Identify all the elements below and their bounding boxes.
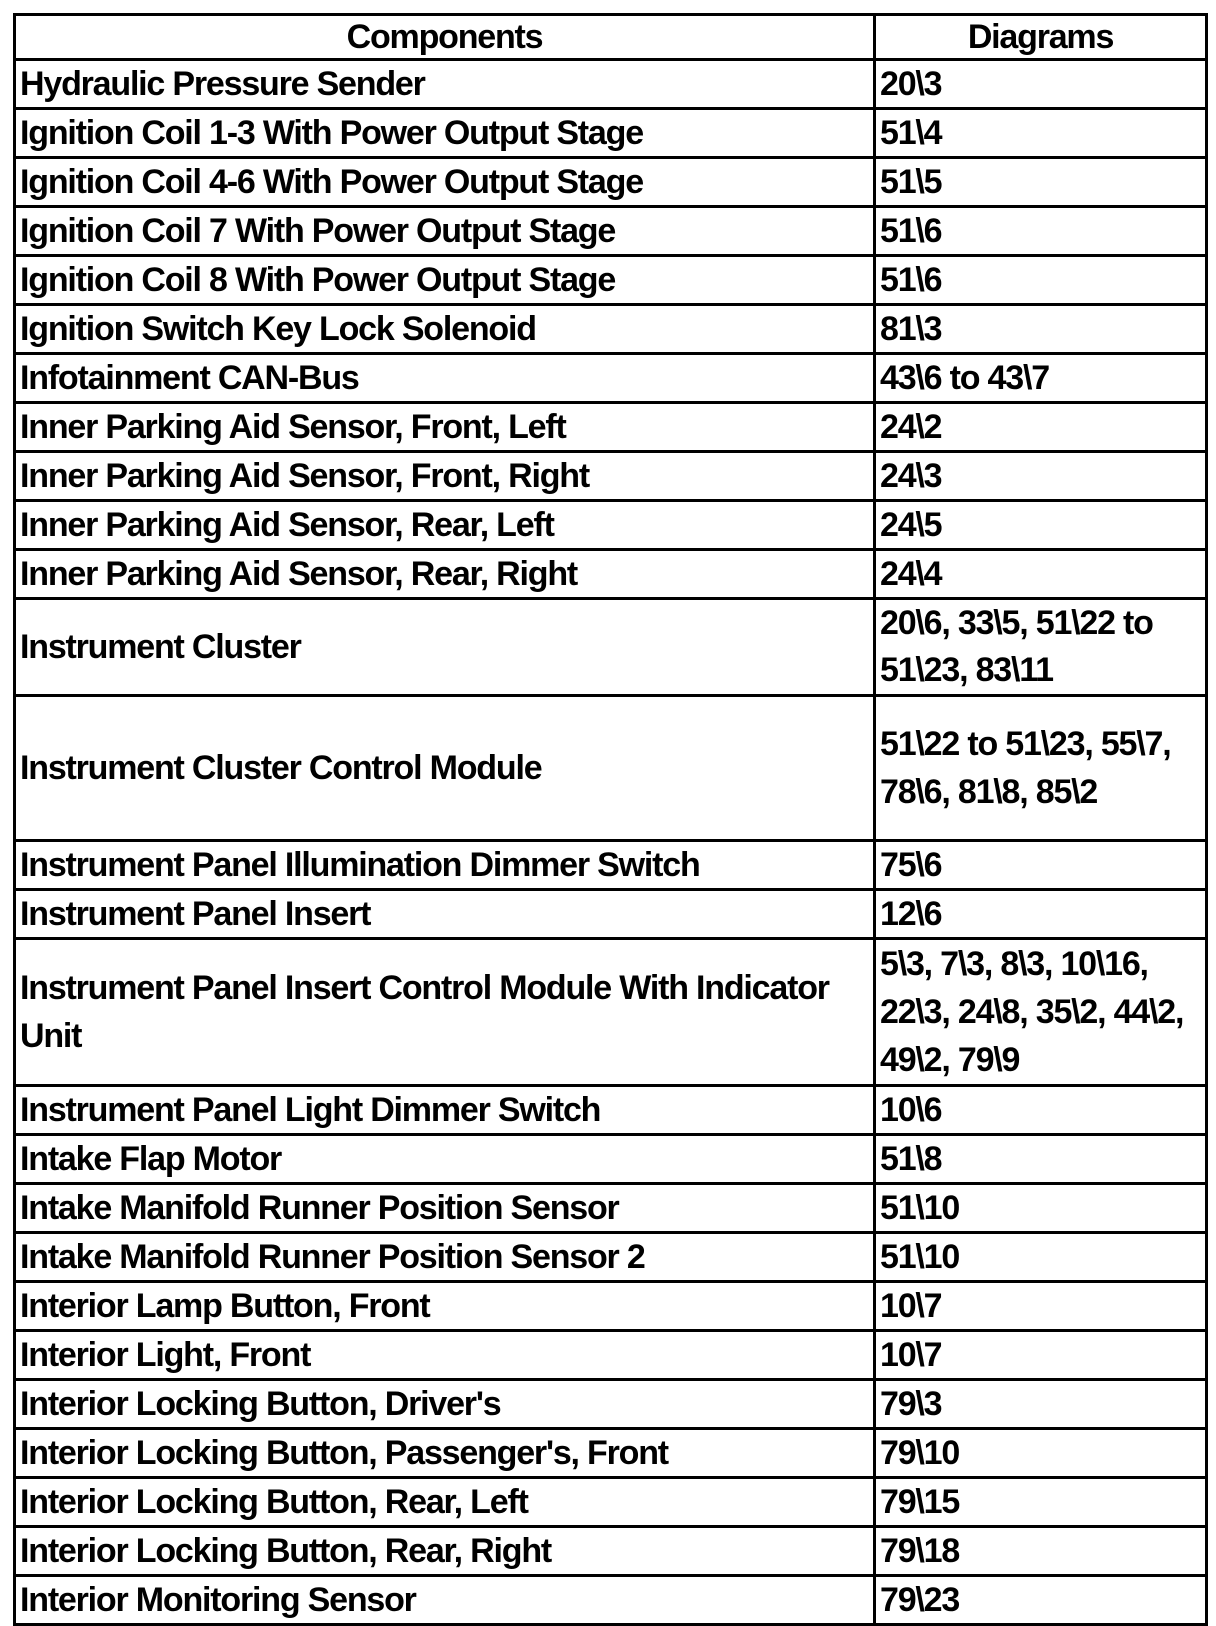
diagrams-cell: 79\18 (875, 1527, 1207, 1576)
table-row (15, 1429, 1207, 1478)
table-row (15, 599, 1207, 696)
table-row (15, 1527, 1207, 1576)
table-row (15, 403, 1207, 452)
table-row (15, 696, 1207, 841)
component-cell: Instrument Cluster (15, 599, 875, 696)
component-cell: Inner Parking Aid Sensor, Front, Right (15, 452, 875, 501)
header-row (15, 15, 1207, 60)
component-cell: Ignition Coil 7 With Power Output Stage (15, 207, 875, 256)
diagrams-cell: 51\8 (875, 1135, 1207, 1184)
table-row (15, 1331, 1207, 1380)
table-row (15, 158, 1207, 207)
table-row (15, 939, 1207, 1086)
diagrams-cell: 51\10 (875, 1233, 1207, 1282)
table-row (15, 207, 1207, 256)
component-cell: Interior Locking Button, Rear, Right (15, 1527, 875, 1576)
component-cell: Interior Locking Button, Rear, Left (15, 1478, 875, 1527)
component-cell: Instrument Panel Light Dimmer Switch (15, 1086, 875, 1135)
table-row (15, 550, 1207, 599)
component-cell: Intake Flap Motor (15, 1135, 875, 1184)
table-row (15, 1282, 1207, 1331)
header-diagrams: Diagrams (875, 15, 1207, 60)
diagrams-cell: 51\22 to 51\23, 55\7, 78\6, 81\8, 85\2 (875, 696, 1207, 841)
diagrams-cell: 79\10 (875, 1429, 1207, 1478)
diagrams-cell: 51\6 (875, 207, 1207, 256)
component-cell: Ignition Coil 8 With Power Output Stage (15, 256, 875, 305)
diagrams-cell: 24\4 (875, 550, 1207, 599)
diagrams-cell: 24\3 (875, 452, 1207, 501)
table-row (15, 354, 1207, 403)
diagrams-cell: 79\23 (875, 1576, 1207, 1625)
diagrams-cell: 5\3, 7\3, 8\3, 10\16, 22\3, 24\8, 35\2, 44\2, 49\2, 79\9 (875, 939, 1207, 1086)
diagrams-cell: 51\5 (875, 158, 1207, 207)
component-cell: Interior Locking Button, Passenger's, Front (15, 1429, 875, 1478)
table-row (15, 60, 1207, 109)
table-row (15, 501, 1207, 550)
table-row (15, 1478, 1207, 1527)
component-cell: Interior Monitoring Sensor (15, 1576, 875, 1625)
table-row (15, 1184, 1207, 1233)
component-cell: Interior Locking Button, Driver's (15, 1380, 875, 1429)
component-cell: Instrument Panel Insert Control Module With Indicator Unit (15, 939, 875, 1086)
component-cell: Ignition Coil 1-3 With Power Output Stage (15, 109, 875, 158)
diagrams-cell: 12\6 (875, 890, 1207, 939)
component-cell: Inner Parking Aid Sensor, Rear, Right (15, 550, 875, 599)
component-cell: Hydraulic Pressure Sender (15, 60, 875, 109)
diagrams-cell: 24\5 (875, 501, 1207, 550)
component-cell: Intake Manifold Runner Position Sensor 2 (15, 1233, 875, 1282)
component-cell: Intake Manifold Runner Position Sensor (15, 1184, 875, 1233)
diagrams-cell: 79\3 (875, 1380, 1207, 1429)
diagrams-cell: 51\6 (875, 256, 1207, 305)
diagrams-cell: 10\7 (875, 1282, 1207, 1331)
components-diagrams-table (13, 13, 1208, 1626)
table-row (15, 1380, 1207, 1429)
table-row (15, 1086, 1207, 1135)
component-cell: Inner Parking Aid Sensor, Front, Left (15, 403, 875, 452)
diagrams-cell: 51\4 (875, 109, 1207, 158)
component-cell: Ignition Coil 4-6 With Power Output Stage (15, 158, 875, 207)
component-cell: Interior Lamp Button, Front (15, 1282, 875, 1331)
diagrams-cell: 75\6 (875, 841, 1207, 890)
component-cell: Inner Parking Aid Sensor, Rear, Left (15, 501, 875, 550)
header-components: Components (15, 15, 875, 60)
component-cell: Instrument Cluster Control Module (15, 696, 875, 841)
diagrams-cell: 79\15 (875, 1478, 1207, 1527)
components-table-container (13, 13, 1205, 1626)
diagrams-cell: 20\3 (875, 60, 1207, 109)
diagrams-cell: 81\3 (875, 305, 1207, 354)
diagrams-cell: 43\6 to 43\7 (875, 354, 1207, 403)
table-row (15, 305, 1207, 354)
component-cell: Infotainment CAN-Bus (15, 354, 875, 403)
component-cell: Interior Light, Front (15, 1331, 875, 1380)
diagrams-cell: 10\7 (875, 1331, 1207, 1380)
component-cell: Instrument Panel Insert (15, 890, 875, 939)
table-row (15, 109, 1207, 158)
diagrams-cell: 10\6 (875, 1086, 1207, 1135)
table-row (15, 1233, 1207, 1282)
table-row (15, 841, 1207, 890)
component-cell: Instrument Panel Illumination Dimmer Switch (15, 841, 875, 890)
table-row (15, 1576, 1207, 1625)
diagrams-cell: 20\6, 33\5, 51\22 to 51\23, 83\11 (875, 599, 1207, 696)
diagrams-cell: 24\2 (875, 403, 1207, 452)
diagrams-cell: 51\10 (875, 1184, 1207, 1233)
table-row (15, 452, 1207, 501)
component-cell: Ignition Switch Key Lock Solenoid (15, 305, 875, 354)
table-row (15, 890, 1207, 939)
table-row (15, 256, 1207, 305)
table-row (15, 1135, 1207, 1184)
table-body (15, 60, 1207, 1625)
